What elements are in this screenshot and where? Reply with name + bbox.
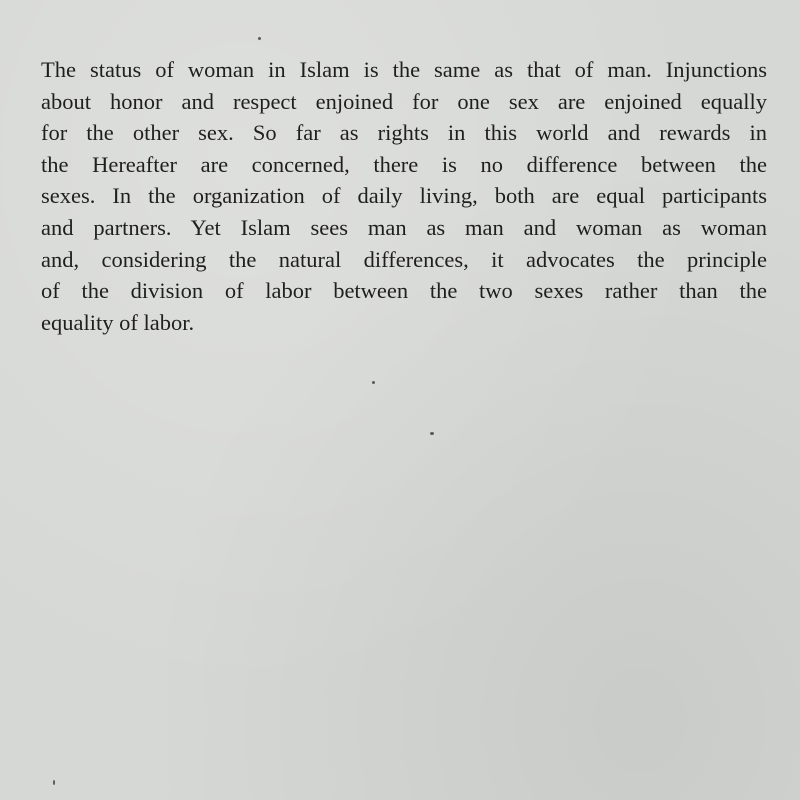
paragraph-line-7: and, considering the natural differences, it advocates the principle (41, 246, 767, 272)
paragraph-line-3: for the other sex. So far as rights in this world and rewards in (41, 120, 767, 146)
paragraph-line-2: about honor and respect enjoined for one sex are enjoined equally (41, 88, 767, 114)
paragraph-line-6: and partners. Yet Islam sees man as man and woman as woman (41, 214, 767, 240)
paper-speck (258, 37, 261, 40)
paragraph (41, 54, 767, 338)
paragraph-line-5: sexes. In the organization of daily living, both are equal participants (41, 183, 767, 209)
paragraph-line-8: of the division of labor between the two sexes rather than the (41, 278, 767, 304)
paragraph-line-9: equality of labor. (41, 309, 195, 335)
paragraph-line-4: the Hereafter are concerned, there is no difference between the (41, 151, 767, 177)
paper-speck (53, 780, 55, 785)
paragraph-line-1: The status of woman in Islam is the same as that of man. Injunctions (41, 57, 767, 82)
paper-speck (430, 432, 434, 435)
paper-speck (372, 381, 375, 384)
